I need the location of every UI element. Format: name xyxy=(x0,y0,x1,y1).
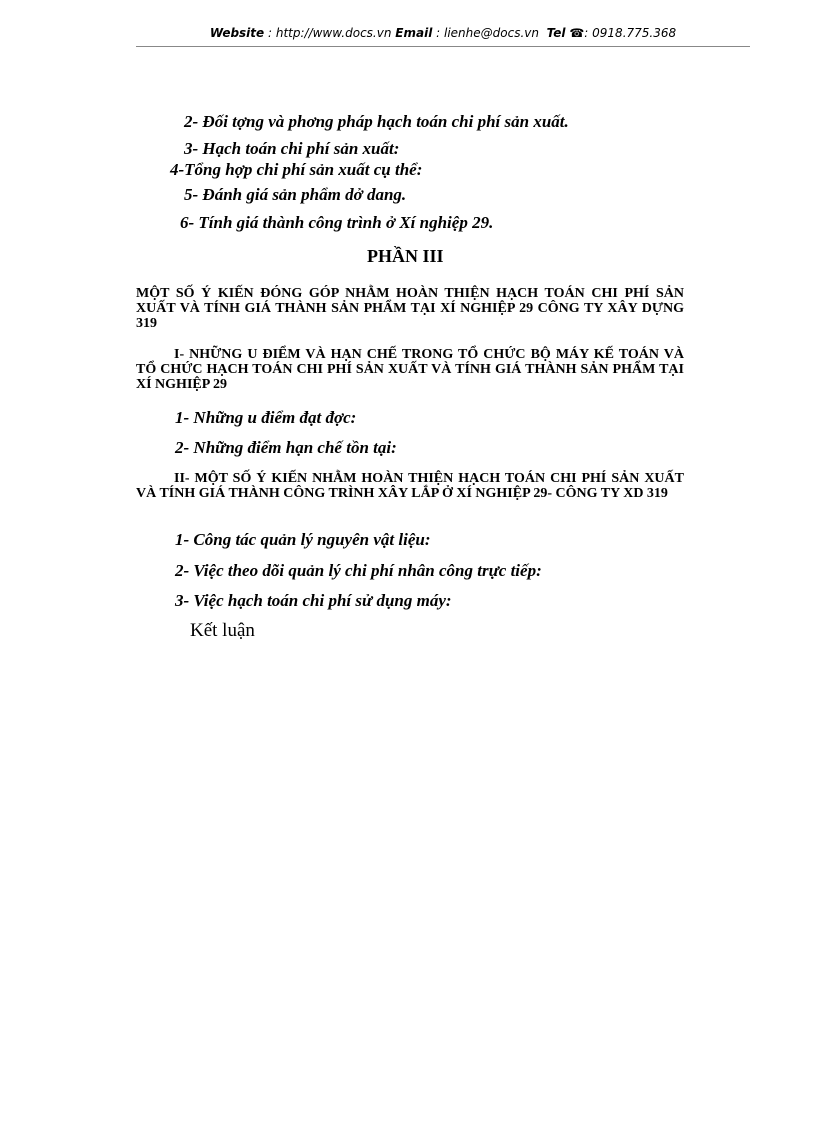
part2-item: 5- Đánh giá sản phẩm dở dang. xyxy=(184,185,407,204)
part2-item: 2- Đối tợng và phơng pháp hạch toán chi phí sản xuất. xyxy=(184,112,569,131)
part3-title: PHẦN III xyxy=(367,246,444,266)
section1-item: 1- Những u điểm đạt đợc: xyxy=(175,408,357,427)
phone-icon: ☎ xyxy=(569,26,585,40)
part2-item: 3- Hạch toán chi phí sản xuất: xyxy=(184,139,400,158)
section1-heading: I- NHỮNG U ĐIỂM VÀ HẠN CHẾ TRONG TỔ CHỨC BỘ MÁY KẾ TOÁN VÀ TỔ CHỨC HẠCH TOÁN CHI PHÍ SẢN XUẤT VÀ TÍNH GIÁ THÀNH SẢN PHẨM TẠI XÍ NGHIỆP 29 xyxy=(136,347,684,392)
section1-item: 2- Những điểm hạn chế tồn tại: xyxy=(175,438,397,457)
tel-number: : 0918.775.368 xyxy=(584,26,677,40)
section2-item: 2- Việc theo dõi quản lý chi phí nhân công trực tiếp: xyxy=(175,561,542,580)
part2-item: 4-Tổng hợp chi phí sản xuất cụ thể: xyxy=(170,160,423,179)
email-address[interactable]: : lienhe@docs.vn xyxy=(436,26,539,40)
conclusion: Kết luận xyxy=(190,620,255,641)
website-label: Website xyxy=(209,26,265,40)
section2-item: 3- Việc hạch toán chi phí sử dụng máy: xyxy=(175,591,452,610)
section2-heading: II- MỘT SỐ Ý KIẾN NHẰM HOÀN THIỆN HẠCH TOÁN CHI PHÍ SẢN XUẤT VÀ TÍNH GIÁ THÀNH CÔNG TRÌNH XÂY LẮP Ở XÍ NGHIỆP 29- CÔNG TY XD 319 xyxy=(136,471,684,501)
email-label: Email xyxy=(395,26,433,40)
part3-heading: MỘT SỐ Ý KIẾN ĐÓNG GÓP NHẰM HOÀN THIỆN HẠCH TOÁN CHI PHÍ SẢN XUẤT VÀ TÍNH GIÁ THÀNH SẢN PHẨM TẠI XÍ NGHIỆP 29 CÔNG TY XÂY DỰNG 319 xyxy=(136,286,684,331)
part2-item: 6- Tính giá thành công trình ở Xí nghiệp 29. xyxy=(180,213,494,232)
section2-item: 1- Công tác quản lý nguyên vật liệu: xyxy=(175,530,431,549)
website-url[interactable]: : http://www.docs.vn xyxy=(268,26,392,40)
tel-label: Tel xyxy=(546,26,566,40)
page-header xyxy=(136,26,750,40)
header-divider xyxy=(136,46,750,47)
